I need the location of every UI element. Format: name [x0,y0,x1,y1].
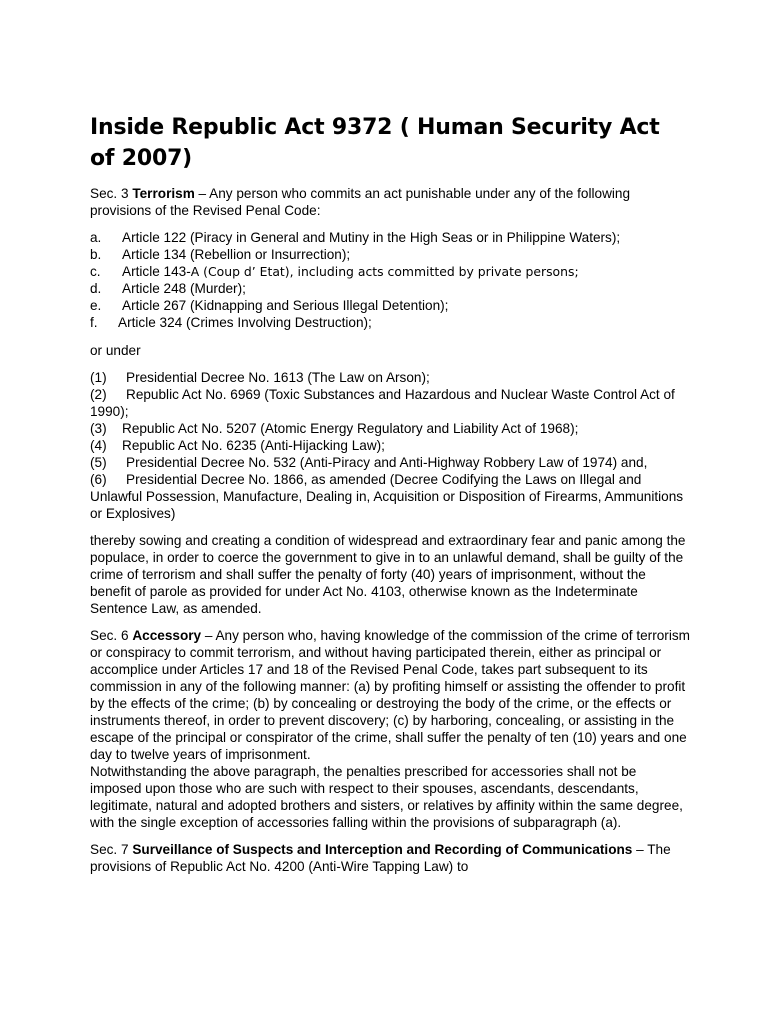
list-marker: c. [90,264,101,279]
list-item [90,280,690,297]
section-6-heading: Accessory [132,628,202,643]
list-item-text: Article 134 (Rebellion or Insurrection); [122,247,351,262]
document-title: Inside Republic Act 9372 ( Human Security Act of 2007) [90,115,660,171]
list-item [90,229,690,246]
section-3-heading: Terrorism [132,186,195,201]
list-item [90,246,690,263]
list-marker: (1) [90,370,107,385]
list-marker: a. [90,230,102,245]
list-item-text: Presidential Decree No. 1613 (The Law on Arson); [126,370,430,385]
section-7-text: – The provisions of Republic Act No. 4200 (Anti-Wire Tapping Law) to [90,842,671,874]
list-item-text: Republic Act No. 6235 (Anti-Hijacking Law); [122,438,385,453]
list-marker: f. [90,315,98,330]
penal-code-article-list [90,229,690,331]
list-item-text: Article 143- [122,264,191,279]
list-marker: e. [90,298,102,313]
document-page [90,112,690,875]
list-marker: b. [90,247,102,262]
section-3-intro [90,185,690,219]
list-item-text: Article 248 (Murder); [122,281,246,296]
list-item [90,297,690,314]
list-item-text: Article 267 (Kidnapping and Serious Illegal Detention); [122,298,449,313]
terrorism-penalty-paragraph: thereby sowing and creating a condition of widespread and extraordinary fear and panic among the populace, in order to coerce the government to give in to an unlawful demand, shall be guilty of the crime of terrorism and shall suffer the penalty of forty (40) years of imprisonment, without the benefit of parole as provided for under Act No. 4103, otherwise known as the Indeterminate Sentence Law, as amended. [90,533,686,616]
list-item-text: Republic Act No. 5207 (Atomic Energy Regulatory and Liability Act of 1968); [122,421,579,436]
section-3-text: – Any person who commits an act punishable under any of the following provisions of the Revised Penal Code: [90,186,631,218]
list-item [90,314,690,331]
list-item [90,437,690,454]
list-item-text: Republic Act No. 6969 (Toxic Substances and Hazardous and Nuclear Waste Control Act of 1990); [90,387,675,419]
section-6-prefix: Sec. 6 [90,628,133,643]
or-under-text: or under [90,343,141,358]
list-item [90,263,690,280]
list-marker: d. [90,281,102,296]
list-item [90,420,690,437]
section-7-prefix: Sec. 7 [90,842,133,857]
list-item-text: Presidential Decree No. 1866, as amended (Decree Codifying the Laws on Illegal and Unlawful Possession, Manufacture, Dealing in, Acquisition or Disposition of Firearms, Ammunitions or Explosives) [90,472,684,521]
list-marker: (3) [90,421,107,436]
list-marker: (6) [90,472,107,487]
list-item-extra-text: A (Coup d’ Etat), including acts committed by private persons; [190,264,579,279]
section-7-paragraph [90,841,690,875]
section-7-heading: Surveillance of Suspects and Interception and Recording of Communications [132,842,633,857]
list-item-text: Presidential Decree No. 532 (Anti-Piracy and Anti-Highway Robbery Law of 1974) and, [126,455,648,470]
list-item [90,386,690,420]
notwithstanding-paragraph: Notwithstanding the above paragraph, the penalties prescribed for accessories shall not be imposed upon those who are such with respect to their spouses, ascendants, descendants, legitimate, natural and adopted brothers and sisters, or relatives by affinity within the same degree, with the single exception of accessories falling within the provisions of subparagraph (a). [90,764,683,830]
section-3-prefix: Sec. 3 [90,186,133,201]
section-6-text: – Any person who, having knowledge of the commission of the crime of terrorism or conspiracy to commit terrorism, and without having participated therein, either as principal or accomplice under Articles 17 and 18 of the Revised Penal Code, takes part subsequent to its commission in any of the following manner: (a) by profiting himself or assisting the offender to profit by the effects of the crime; (b) by concealing or destroying the body of the crime, or the effects or instruments thereof, in order to prevent discovery; (c) by harboring, concealing, or assisting in the escape of the principal or conspirator of the crime, shall suffer the penalty of ten (10) years and one day to twelve years of imprisonment. [90,628,690,762]
special-laws-list [90,369,690,522]
list-item [90,369,690,386]
section-6-paragraph [90,627,690,763]
list-item [90,471,690,522]
list-marker: (5) [90,455,107,470]
list-item-text: Article 324 (Crimes Involving Destruction); [118,315,372,330]
list-marker: (2) [90,387,107,402]
list-item-text: Article 122 (Piracy in General and Mutiny in the High Seas or in Philippine Waters); [122,230,621,245]
list-marker: (4) [90,438,107,453]
list-item [90,454,690,471]
